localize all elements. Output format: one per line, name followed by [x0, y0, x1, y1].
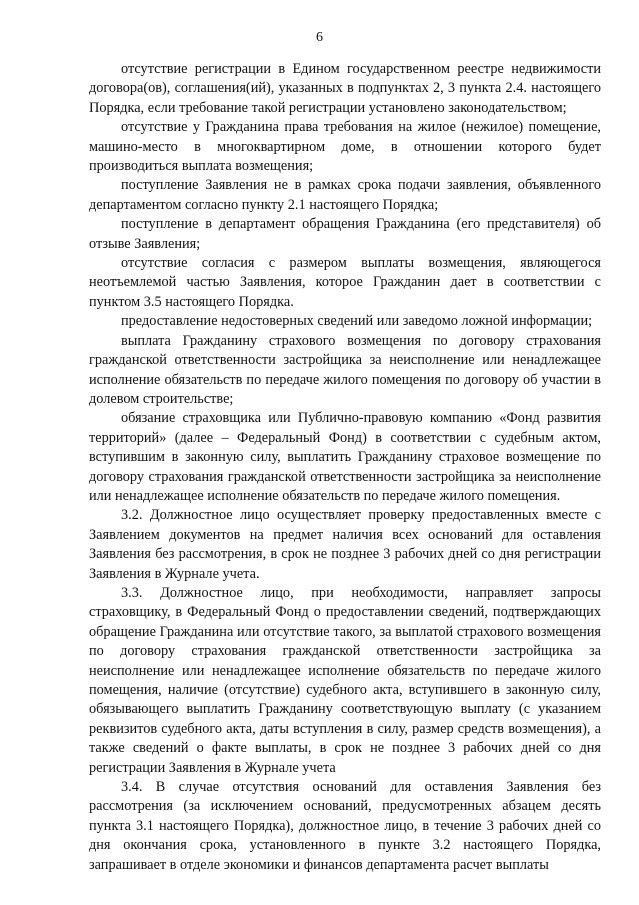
paragraph-section-3-3: 3.3. Должностное лицо, при необходимости, направляет запросы страховщику, в Федеральный Фонд о предоставлении сведений, подтверждающих обращение Гражданина или отсутствие такого, за выплатой страхового возмещения по договору страхования гражданской ответственности застройщика за неисполнение или ненадлежащее исполнение обязательств по передаче жилого помещения, наличие (отсутствие) судебного акта, вступившего в законную силу, обязывающего выплатить Гражданину соответствующую выплату (с указанием реквизитов судебного акта, даты вступления в силу, размер средств возмещения), а также сведений о факте выплаты, в срок не позднее 3 рабочих дней со дня регистрации Заявления в Журнале учета: [89, 584, 601, 776]
paragraph-section-3-4: 3.4. В случае отсутствия оснований для оставления Заявления без рассмотрения (за исключением оснований, предусмотренных абзацем десять пункта 3.1 настоящего Порядка), должностное лицо, в течение 3 рабочих дней со дня окончания срока, установленного в пункте 3.2 настоящего Порядка, запрашивает в отделе экономики и финансов департамента расчет выплаты: [89, 779, 601, 873]
paragraph: отсутствие регистрации в Едином государственном реестре недвижимости договора(ов), соглашения(ий), указанных в подпунктах 2, 3 пункта 2.4. настоящего Порядка, если требование такой регистрации установлено законодательством;: [89, 61, 601, 116]
document-body: [89, 60, 601, 875]
paragraph: предоставление недостоверных сведений или заведомо ложной информации;: [121, 313, 593, 330]
paragraph: поступление в департамент обращения Гражданина (его представителя) об отзыве Заявления;: [89, 216, 601, 252]
paragraph: обязание страховщика или Публично-правовую компанию «Фонд развития территорий» (далее – Федеральный Фонд) в соответствии с судебным актом, вступившим в законную силу, выплатить Гражданину страховое возмещение по договору страхования гражданской ответственности застройщика за неисполнение или ненадлежащее исполнение обязательств по передаче жилого помещения.: [89, 410, 601, 504]
page-number: 6: [316, 30, 323, 45]
paragraph-section-3-2: 3.2. Должностное лицо осуществляет проверку предоставленных вместе с Заявлением документов на предмет наличия всех оснований для оставления Заявления без рассмотрения, в срок не позднее 3 рабочих дней со дня регистрации Заявления в Журнале учета.: [89, 507, 601, 582]
paragraph: отсутствие у Гражданина права требования на жилое (нежилое) помещение, машино-место в многоквартирном доме, в отношении которого будет производиться выплата возмещения;: [89, 119, 601, 175]
paragraph: отсутствие согласия с размером выплаты возмещения, являющегося неотъемлемой частью Заявления, которое Гражданин дает в соответствии с пунктом 3.5 настоящего Порядка.: [89, 255, 601, 310]
paragraph: поступление Заявления не в рамках срока подачи заявления, объявленного департаментом согласно пункту 2.1 настоящего Порядка;: [89, 177, 601, 213]
paragraph: выплата Гражданину страхового возмещения по договору страхования гражданской ответственности застройщика за неисполнение или ненадлежащее исполнение обязательств по передаче жилого помещения по договору об участии в долевом строительстве;: [89, 332, 601, 407]
